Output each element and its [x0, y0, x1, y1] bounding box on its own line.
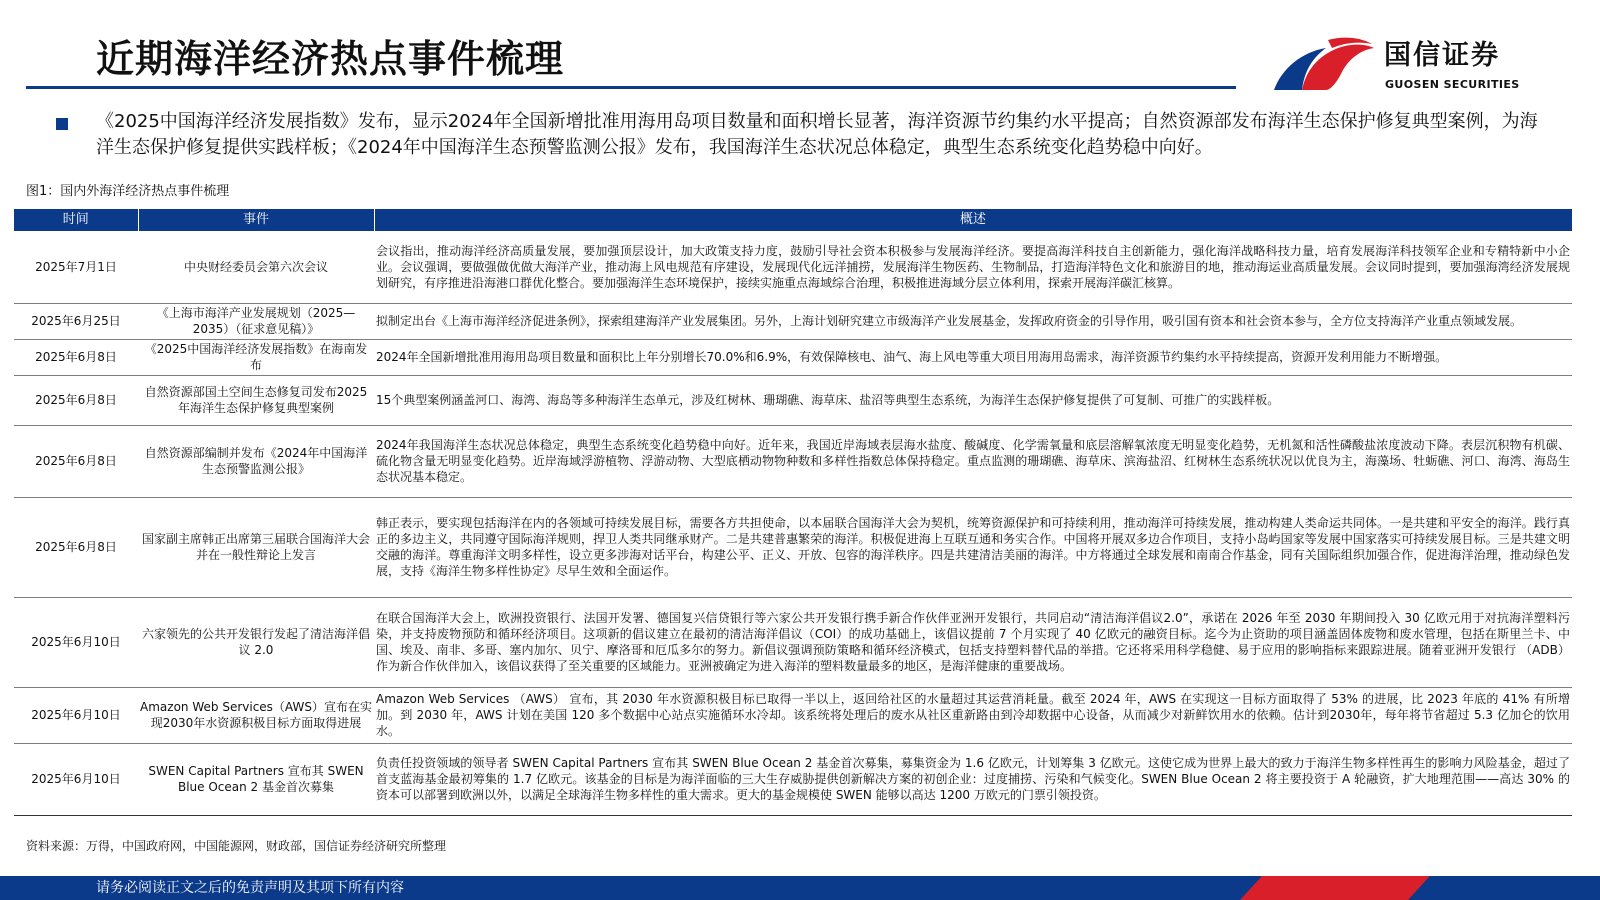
row-event: SWEN Capital Partners 宣布其 SWEN Blue Ocean 2 基金首次募集: [138, 743, 374, 815]
source-note: 资料来源：万得，中国政府网，中国能源网，财政部，国信证券经济研究所整理: [26, 839, 447, 853]
summary-paragraph: 《2025中国海洋经济发展指数》发布，显示2024年全国新增批准用海用岛项目数量和面积增长显著，海洋资源节约集约水平提高；自然资源部发布海洋生态保护修复典型案例，为海洋生态保护修复提供实践样板；《2024年中国海洋生态预警监测公报》发布，我国海洋生态状况总体稳定，典型生态系统变化趋势稳中向好。: [96, 111, 1538, 158]
row-event: 中央财经委员会第六次会议: [138, 231, 374, 303]
logo-english-name: GUOSEN SECURITIES: [1385, 78, 1520, 91]
row-time: 2025年6月8日: [14, 375, 138, 425]
column-header-summary: 概述: [374, 209, 1572, 231]
row-time: 2025年6月10日: [14, 687, 138, 743]
row-time: 2025年7月1日: [14, 231, 138, 303]
table-row: [14, 339, 1572, 375]
row-event: 自然资源部国土空间生态修复司发布2025年海洋生态保护修复典型案例: [138, 375, 374, 425]
table-row: [14, 303, 1572, 339]
table-row: [14, 597, 1572, 687]
table-row: [14, 743, 1572, 815]
row-summary: 负责任投资领域的领导者 SWEN Capital Partners 宣布其 SWEN Blue Ocean 2 基金首次募集，募集资金为 1.6 亿欧元，计划筹集 3 亿欧元。这使它成为世界上最大的致力于海洋生物多样性再生的影响力风险基金，超过了首支蓝海基金最初筹集的 1.7 亿欧元。该基金的目标是为海洋面临的三大生存威胁提供创新解决方案的初创企业：过度捕捞、污染和气候变化。SWEN Blue Ocean 2 将主要投资于 A 轮融资，扩大地理范围——高达 30% 的资本可以部署到欧洲以外，以满足全球海洋生物多样性的重大需求。更大的基金规模使 SWEN 能够以高达 1200 万欧元的门票引领投资。: [374, 743, 1572, 815]
row-event: Amazon Web Services（AWS）宣布在实现2030年水资源积极目标方面取得进展: [138, 687, 374, 743]
row-event: 国家副主席韩正出席第三届联合国海洋大会并在一般性辩论上发言: [138, 497, 374, 597]
row-event: 《上海市海洋产业发展规划（2025—2035）（征求意见稿）》: [138, 303, 374, 339]
title-divider: [26, 86, 1236, 89]
table-row: [14, 497, 1572, 597]
logo-chinese-name: 国信证券: [1384, 40, 1500, 71]
row-time: 2025年6月10日: [14, 597, 138, 687]
events-table: [14, 209, 1573, 816]
row-time: 2025年6月25日: [14, 303, 138, 339]
table-row: [14, 687, 1572, 743]
row-event: 六家领先的公共开发银行发起了清洁海洋倡议 2.0: [138, 597, 374, 687]
footer-disclaimer: 请务必阅读正文之后的免责声明及其项下所有内容: [96, 880, 404, 896]
row-event: 自然资源部编制并发布《2024年中国海洋生态预警监测公报》: [138, 425, 374, 497]
page-title: 近期海洋经济热点事件梳理: [96, 37, 565, 81]
figure-caption: 图1：国内外海洋经济热点事件梳理: [26, 184, 230, 199]
footer-bar: [0, 876, 1600, 900]
row-time: 2025年6月8日: [14, 497, 138, 597]
row-summary: Amazon Web Services （AWS） 宣布，其 2030 年水资源积极目标已取得一半以上，返回给社区的水量超过其运营消耗量。截至 2024 年，AWS 在实现这一目标方面取得了 53% 的进展，比 2023 年底的 41% 有所增加。到 2030 年，AWS 计划在美国 120 多个数据中心站点实施循环水冷却。该系统将处理后的废水从社区重新路由到冷却数据中心设备，从而减少对新鲜饮用水的依赖。估计到2030年，每年将节省超过 5.3 亿加仑的饮用水。: [374, 687, 1572, 743]
guosen-logo: [1272, 34, 1572, 98]
row-summary: 拟制定出台《上海市海洋经济促进条例》，探索组建海洋产业发展集团。另外，上海计划研究建立市级海洋产业发展基金，发挥政府资金的引导作用，吸引国有资本和社会资本参与，全方位支持海洋产业重点领域发展。: [374, 303, 1572, 339]
table-header-row: [14, 209, 1572, 231]
table-row: [14, 425, 1572, 497]
row-summary: 韩正表示，要实现包括海洋在内的各领域可持续发展目标，需要各方共担使命，以本届联合国海洋大会为契机，统筹资源保护和可持续利用，推动海洋可持续发展，推动构建人类命运共同体。一是共建和平安全的海洋。践行真正的多边主义，共同遵守国际海洋规则，捍卫人类共同继承财产。二是共建普惠繁荣的海洋。积极促进海上互联互通和务实合作。中国将开展双多边合作项目，支持小岛屿国家等发展中国家落实可持续发展目标。三是共建文明交融的海洋。尊重海洋文明多样性，设立更多涉海对话平台，构建公平、正义、开放、包容的海洋秩序。四是共建清洁美丽的海洋。中方将通过全球发展和南南合作基金，同有关国际组织加强合作，促进海洋治理，推动绿色发展，支持《海洋生物多样性协定》尽早生效和全面运作。: [374, 497, 1572, 597]
row-summary: 会议指出，推动海洋经济高质量发展，要加强顶层设计，加大政策支持力度，鼓励引导社会资本积极参与发展海洋经济。要提高海洋科技自主创新能力，强化海洋战略科技力量，培育发展海洋科技领军企业和专精特新中小企业。会议强调，要做强做优做大海洋产业，推动海上风电规范有序建设，发展现代化远洋捕捞，发展海洋生物医药、生物制品，打造海洋特色文化和旅游目的地，推动海运业高质量发展。会议同时提到，要加强海湾经济发展规划研究，有序推进沿海港口群优化整合。要加强海洋生态环境保护，接续实施重点海域综合治理，积极推进海域分层立体利用，探索开展海洋碳汇核算。: [374, 231, 1572, 303]
row-time: 2025年6月8日: [14, 425, 138, 497]
bullet-square-icon: [56, 118, 68, 130]
table-row: [14, 375, 1572, 425]
row-summary: 2024年全国新增批准用海用岛项目数量和面积比上年分别增长70.0%和6.9%，有效保障核电、油气、海上风电等重大项目用海用岛需求，海洋资源节约集约水平持续提高，资源开发利用能力不断增强。: [374, 339, 1572, 375]
column-header-time: 时间: [14, 209, 138, 231]
table-row: [14, 231, 1572, 303]
row-time: 2025年6月8日: [14, 339, 138, 375]
row-summary: 在联合国海洋大会上，欧洲投资银行、法国开发署、德国复兴信贷银行等六家公共开发银行携手新合作伙伴亚洲开发银行，共同启动“清洁海洋倡议2.0”，承诺在 2026 年至 2030 年期间投入 30 亿欧元用于对抗海洋塑料污染，并支持废物预防和循环经济项目。这项新的倡议建立在最初的清洁海洋倡议（COI）的成功基础上，该倡议提前 7 个月实现了 40 亿欧元的融资目标。迄今为止资助的项目涵盖固体废物和废水管理，包括在斯里兰卡、中国、埃及、南非、多哥、塞内加尔、贝宁、摩洛哥和厄瓜多尔的努力。新倡议强调预防策略和循环经济模式，包括支持塑料替代品的举措。它还将采用科学稳健、易于应用的影响指标来跟踪进展。随着亚洲开发银行 （ADB） 作为新合作伙伴加入，该倡议获得了至关重要的区域能力。亚洲被确定为进入海洋的塑料数量最多的地区，是海洋健康的重要战场。: [374, 597, 1572, 687]
guosen-logo-mark-icon: [1272, 34, 1376, 98]
row-time: 2025年6月10日: [14, 743, 138, 815]
column-header-event: 事件: [138, 209, 374, 231]
row-summary: 15个典型案例涵盖河口、海湾、海岛等多种海洋生态单元，涉及红树林、珊瑚礁、海草床、盐沼等典型生态系统，为海洋生态保护修复提供了可复制、可推广的实践样板。: [374, 375, 1572, 425]
row-summary: 2024年我国海洋生态状况总体稳定，典型生态系统变化趋势稳中向好。近年来，我国近岸海域表层海水盐度、酸碱度、化学需氧量和底层溶解氧浓度无明显变化趋势，无机氮和活性磷酸盐浓度波动下降。表层沉积物有机碳、硫化物含量无明显变化趋势。近岸海域浮游植物、浮游动物、大型底栖动物物种数和多样性指数总体保持稳定。重点监测的珊瑚礁、海草床、滨海盐沼、红树林生态系统状况以优良为主，海藻场、牡蛎礁、河口、海湾、海岛生态状况基本稳定。: [374, 425, 1572, 497]
row-event: 《2025中国海洋经济发展指数》在海南发布: [138, 339, 374, 375]
